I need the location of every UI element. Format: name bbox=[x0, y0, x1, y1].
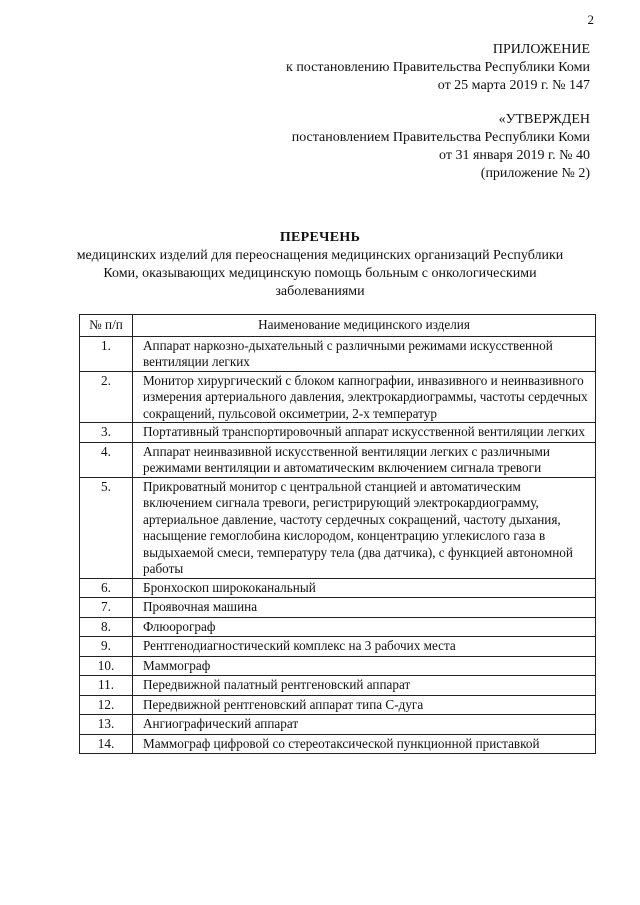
row-device-name: Проявочная машина bbox=[133, 598, 596, 618]
row-number: 9. bbox=[80, 637, 133, 657]
row-number: 1. bbox=[80, 336, 133, 371]
row-device-name: Флюорограф bbox=[133, 617, 596, 637]
row-device-name: Рентгенодиагностический комплекс на 3 рабочих места bbox=[133, 637, 596, 657]
list-heading bbox=[40, 229, 600, 301]
devices-table bbox=[79, 314, 596, 754]
table-row bbox=[80, 715, 596, 735]
table-row bbox=[80, 617, 596, 637]
approved-line-1: постановлением Правительства Республики Коми bbox=[291, 130, 590, 145]
appendix-line-1: к постановлению Правительства Республики Коми bbox=[286, 60, 590, 75]
table-header-row bbox=[80, 315, 596, 337]
table-row bbox=[80, 336, 596, 371]
approved-block bbox=[292, 111, 590, 183]
header-name: Наименование медицинского изделия bbox=[133, 315, 596, 337]
row-number: 11. bbox=[80, 676, 133, 696]
table-row bbox=[80, 734, 596, 754]
table-row bbox=[80, 695, 596, 715]
row-device-name: Монитор хирургический с блоком капнографии, инвазивного и неинвазивного измерения артериального давления, электрокардиограммы, частоты сердечных сокращений, пульсовой оксиметрии, 2-х температур bbox=[133, 371, 596, 423]
table-body bbox=[80, 336, 596, 754]
approved-title: «УТВЕРЖДЕН bbox=[498, 112, 590, 127]
table-row bbox=[80, 423, 596, 443]
table-row bbox=[80, 578, 596, 598]
table-row bbox=[80, 637, 596, 657]
table-row bbox=[80, 442, 596, 477]
table-row bbox=[80, 656, 596, 676]
table-row bbox=[80, 598, 596, 618]
row-device-name: Портативный транспортировочный аппарат искусственной вентиляции легких bbox=[133, 423, 596, 443]
row-device-name: Ангиографический аппарат bbox=[133, 715, 596, 735]
appendix-line-2: от 25 марта 2019 г. № 147 bbox=[437, 78, 590, 93]
row-device-name: Передвижной рентгеновский аппарат типа С-дуга bbox=[133, 695, 596, 715]
row-device-name: Передвижной палатный рентгеновский аппарат bbox=[133, 676, 596, 696]
row-number: 10. bbox=[80, 656, 133, 676]
row-number: 7. bbox=[80, 598, 133, 618]
row-number: 5. bbox=[80, 477, 133, 578]
approved-line-3: (приложение № 2) bbox=[480, 166, 590, 181]
row-number: 12. bbox=[80, 695, 133, 715]
row-device-name: Бронхоскоп ширококанальный bbox=[133, 578, 596, 598]
table-row bbox=[80, 676, 596, 696]
row-number: 8. bbox=[80, 617, 133, 637]
row-device-name: Маммограф bbox=[133, 656, 596, 676]
list-subtitle: медицинских изделий для переоснащения медицинских организаций Республики Коми, оказывающих медицинскую помощь больным с онкологическими заболеваниями bbox=[76, 248, 564, 299]
table-row bbox=[80, 477, 596, 578]
row-number: 4. bbox=[80, 442, 133, 477]
page-number: 2 bbox=[587, 12, 594, 27]
approved-line-2: от 31 января 2019 г. № 40 bbox=[439, 148, 590, 163]
row-device-name: Маммограф цифровой со стереотаксической пункционной приставкой bbox=[133, 734, 596, 754]
row-device-name: Прикроватный монитор с центральной станцией и автоматическим включением сигнала тревоги, регистрирующий электрокардиограмму, артериальное давление, частоту сердечных сокращений, частоту дыхания, насыщение гемоглобина кислородом, концентрацию углекислого газа в выдыхаемой смеси, температуру тела (два датчика), с функцией автономной работы bbox=[133, 477, 596, 578]
row-number: 3. bbox=[80, 423, 133, 443]
row-device-name: Аппарат неинвазивной искусственной вентиляции легких с различными режимами вентиляции и автоматическим включением сигнала тревоги bbox=[133, 442, 596, 477]
appendix-block bbox=[286, 41, 590, 95]
list-title: ПЕРЕЧЕНЬ bbox=[279, 230, 361, 245]
appendix-title: ПРИЛОЖЕНИЕ bbox=[492, 42, 590, 57]
table-row bbox=[80, 371, 596, 423]
row-number: 13. bbox=[80, 715, 133, 735]
header-number: № п/п bbox=[80, 315, 133, 337]
row-device-name: Аппарат наркозно-дыхательный с различными режимами искусственной вентиляции легких bbox=[133, 336, 596, 371]
row-number: 6. bbox=[80, 578, 133, 598]
row-number: 14. bbox=[80, 734, 133, 754]
row-number: 2. bbox=[80, 371, 133, 423]
